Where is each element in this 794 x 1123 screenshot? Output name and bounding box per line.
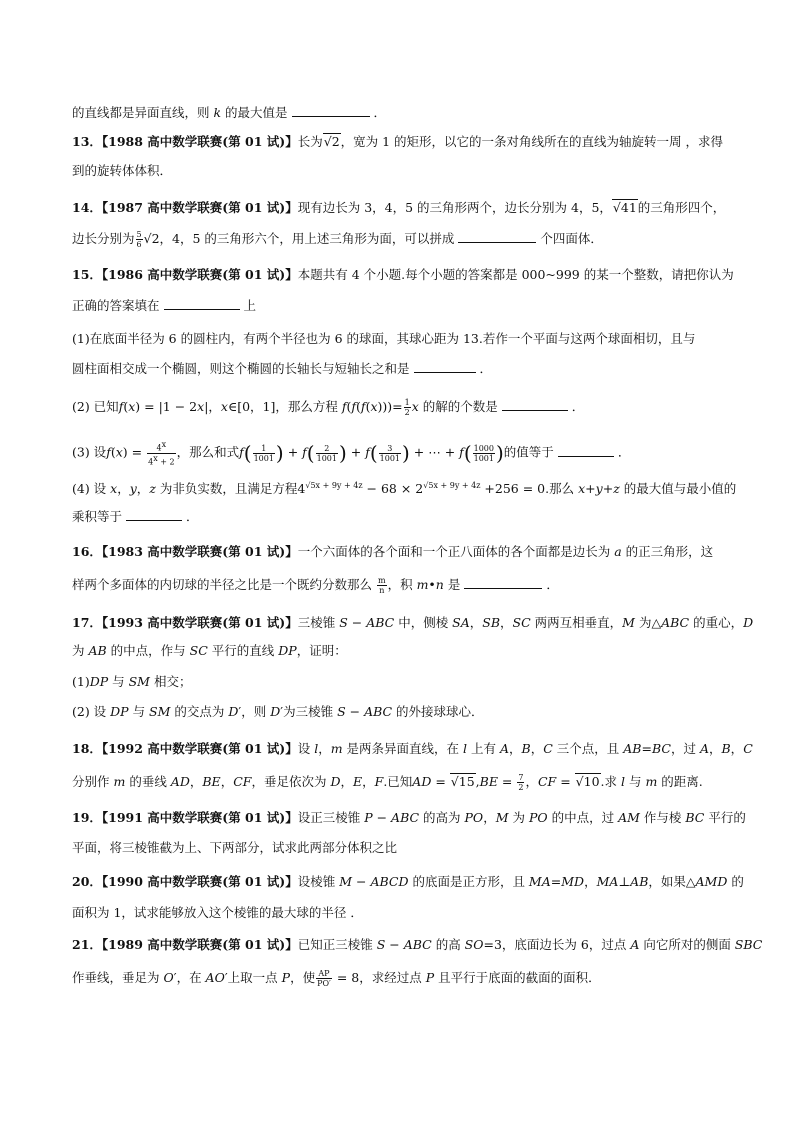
problem-17-line-1: 17．【1993 高中数学联赛(第 01 试)】三棱锥 S − ABC 中，侧棱 SA，SB，SC 两两互相垂直，M 为△ABC 的重心，D xyxy=(72,615,754,630)
problem-21-line-1: 21．【1989 高中数学联赛(第 01 试)】已知正三棱锥 S − ABC 的高 SO=3，底面边长为 6，过点 A 向它所对的侧面 SBC xyxy=(72,937,763,952)
problem-19-line-1: 19．【1991 高中数学联赛(第 01 试)】设正三棱锥 P − ABC 的高为 PO，M 为 PO 的中点，过 AM 作与棱 BC 平行的 xyxy=(72,810,746,825)
problem-17-line-2: 为 AB 的中点，作与 SC 平行的直线 DP，证明： xyxy=(72,643,347,658)
answer-blank xyxy=(414,360,476,373)
problem-15-1-line-1: (1)在底面半径为 6 的圆柱内，有两个半径也为 6 的球面，其球心距为 13.若作一个平面与这两个球面相切，且与 xyxy=(72,331,696,346)
answer-blank xyxy=(502,398,568,411)
problem-14-line-1: 14．【1987 高中数学联赛(第 01 试)】现有边长为 3，4，5 的三角形两个，边长分别为 4，5，√41的三角形四个， xyxy=(72,200,726,215)
problem-13-line-1: 13．【1988 高中数学联赛(第 01 试)】长为√2，宽为 1 的矩形，以它的一条对角线所在的直线为轴旋转一周 ，求得 xyxy=(72,134,724,149)
problem-15-1-line-2: 圆柱面相交成一个椭圆，则这个椭圆的长轴长与短轴长之和是 ． xyxy=(72,361,493,376)
problem-18-line-2: 分别作 m 的垂线 AD，BE，CF，垂足依次为 D，E，F.已知AD = √15,BE = $\frac{7}{2}$ ，CF = √10.求 l 与 m 的距离. xyxy=(72,773,703,792)
problem-14-line-2: 边长分别为 $\frac{5}{6}$ √2，4，5 的三角形六个，用上述三角形为面，可以拼成 个四面体． xyxy=(72,230,603,249)
answer-blank xyxy=(126,508,182,521)
problem-15-4-line-1: (4) 设 x，y，z 为非负实数，且满足方程$4^{√5x + 9y + 4z} - 68 \times 2^{√5x + 9y + 4z} +256 = 0$.那么 x+y+z 的最大值与最小值的 xyxy=(72,481,737,497)
answer-blank xyxy=(558,444,614,457)
problem-15-line-2: 正确的答案填在 上 xyxy=(72,298,257,313)
problem-20-line-2: 面积为 1，试求能够放入这个棱锥的最大球的半径 ． xyxy=(72,905,363,920)
problem-16-line-2: 样两个多面体的内切球的半径之比是一个既约分数那么 $\frac{m}{n}$ ，积 m•n 是 ． xyxy=(72,576,559,595)
problem-13-line-2: 到的旋转体体积． xyxy=(72,163,173,178)
problem-17-2: (2) 设 DP 与 SM 的交点为 D′，则 D′为三棱锥 S − ABC 的外接球球心． xyxy=(72,704,484,719)
problem-16-line-1: 16．【1983 高中数学联赛(第 01 试)】一个六面体的各个面和一个正八面体的各个面都是边长为 a 的正三角形，这 xyxy=(72,544,714,559)
problem-18-line-1: 18．【1992 高中数学联赛(第 01 试)】设 l，m 是两条异面直线，在 l 上有 A，B，C 三个点，且 AB=BC，过 A，B，C xyxy=(72,741,753,756)
problem-17-1: (1)DP 与 SM 相交； xyxy=(72,674,192,689)
line-1: 的直线都是异面直线，则 k 的最大值是 ． xyxy=(72,105,387,120)
problem-15-line-1: 15．【1986 高中数学联赛(第 01 试)】本题共有 4 个小题.每个小题的答案都是 000~999 的某一个整数，请把你认为 xyxy=(72,267,734,282)
answer-blank xyxy=(458,230,536,243)
problem-15-4-line-2: 乘积等于 ． xyxy=(72,509,199,524)
answer-blank xyxy=(464,576,542,589)
answer-blank xyxy=(164,297,240,310)
problem-20-line-1: 20．【1990 高中数学联赛(第 01 试)】设棱锥 M − ABCD 的底面是正方形，且 MA=MD，MA⊥AB，如果△AMD 的 xyxy=(72,874,744,889)
answer-blank xyxy=(292,104,370,117)
problem-19-line-2: 平面，将三棱锥截为上、下两部分，试求此两部分体积之比 xyxy=(72,840,398,855)
problem-15-3: (3) 设f(x) = $\frac{4^x}{4^x + 2}$ ，那么和式f( $\frac{1}{1001}$ ) + f( $\frac{2}{1001}$ ) + f( $\frac{3}{1001}$ ) + ⋯ + f( $\frac{1000}{1001}$ )的值等于 ． xyxy=(72,440,631,467)
problem-15-2: (2) 已知f(x) = |1 − 2x|，x∈[0，1]，那么方程 f(f(f(x)))= $\frac{1}{2}$ x 的解的个数是 ． xyxy=(72,398,585,417)
problem-21-line-2: 作垂线，垂足为 O′，在 AO′上取一点 P，使 $\frac{AP}{PO'}$ = 8，求经过点 P 且平行于底面的截面的面积． xyxy=(72,969,601,988)
